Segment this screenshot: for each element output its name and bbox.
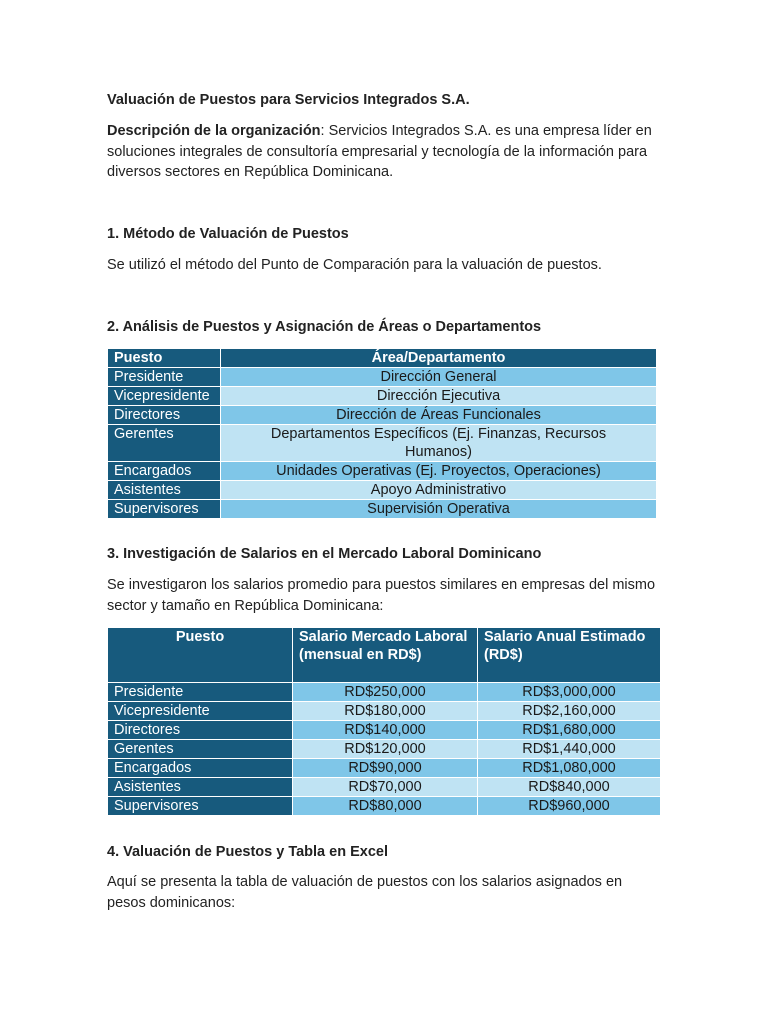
table-row [108, 702, 661, 721]
cell-area: Supervisión Operativa [221, 500, 657, 519]
cell-puesto: Supervisores [108, 500, 221, 519]
cell-annual: RD$1,080,000 [478, 759, 661, 778]
salaries-table [107, 627, 661, 816]
cell-puesto: Encargados [108, 759, 293, 778]
cell-area: Apoyo Administrativo [221, 481, 657, 500]
cell-area: Dirección de Áreas Funcionales [221, 406, 657, 425]
cell-puesto: Gerentes [108, 425, 221, 462]
table-row [108, 387, 657, 406]
table-row [108, 462, 657, 481]
document-title: Valuación de Puestos para Servicios Integrados S.A. [107, 92, 470, 108]
cell-puesto: Asistentes [108, 481, 221, 500]
cell-annual: RD$1,440,000 [478, 740, 661, 759]
cell-puesto: Directores [108, 406, 221, 425]
description-text: : Servicios Integrados S.A. es una empresa líder en soluciones integrales de consultoría empresarial y tecnología de la información para diversos sectores en República Dominicana. [107, 123, 652, 180]
cell-monthly: RD$90,000 [293, 759, 478, 778]
column-header-annual: Salario Anual Estimado (RD$) [478, 628, 661, 683]
table-row [108, 740, 661, 759]
table-row [108, 759, 661, 778]
cell-annual: RD$1,680,000 [478, 721, 661, 740]
table-row [108, 368, 657, 387]
cell-area: Dirección Ejecutiva [221, 387, 657, 406]
cell-area: Dirección General [221, 368, 657, 387]
section-4-text: Aquí se presenta la tabla de valuación de puestos con los salarios asignados en pesos dominicanos: [107, 874, 623, 911]
cell-puesto: Directores [108, 721, 293, 740]
cell-area: Departamentos Específicos (Ej. Finanzas, Recursos Humanos) [221, 425, 657, 462]
cell-monthly: RD$120,000 [293, 740, 478, 759]
cell-area: Unidades Operativas (Ej. Proyectos, Operaciones) [221, 462, 657, 481]
table-row [108, 721, 661, 740]
table-row [108, 481, 657, 500]
cell-annual: RD$960,000 [478, 797, 661, 816]
table-header-row [108, 349, 657, 368]
organization-description [107, 121, 662, 183]
table-header-row [108, 628, 661, 683]
cell-monthly: RD$180,000 [293, 702, 478, 721]
cell-monthly: RD$70,000 [293, 778, 478, 797]
cell-monthly: RD$250,000 [293, 683, 478, 702]
section-1-heading: 1. Método de Valuación de Puestos [107, 226, 349, 242]
section-4-heading: 4. Valuación de Puestos y Tabla en Excel [107, 844, 388, 860]
cell-monthly: RD$140,000 [293, 721, 478, 740]
cell-puesto: Vicepresidente [108, 387, 221, 406]
section-3-text: Se investigaron los salarios promedio para puestos similares en empresas del mismo sector y tamaño en República Dominicana: [107, 577, 656, 614]
cell-puesto: Asistentes [108, 778, 293, 797]
column-header-puesto: Puesto [108, 628, 293, 683]
description-label: Descripción de la organización [107, 123, 321, 139]
column-header-monthly: Salario Mercado Laboral (mensual en RD$) [293, 628, 478, 683]
cell-puesto: Presidente [108, 368, 221, 387]
table-row [108, 425, 657, 462]
column-header-area: Área/Departamento [221, 349, 657, 368]
table-row [108, 778, 661, 797]
table-row [108, 406, 657, 425]
cell-puesto: Gerentes [108, 740, 293, 759]
cell-puesto: Supervisores [108, 797, 293, 816]
cell-puesto: Presidente [108, 683, 293, 702]
cell-puesto: Encargados [108, 462, 221, 481]
table-row [108, 797, 661, 816]
cell-annual: RD$3,000,000 [478, 683, 661, 702]
section-2-heading: 2. Análisis de Puestos y Asignación de Áreas o Departamentos [107, 319, 542, 335]
table-row [108, 683, 661, 702]
cell-annual: RD$840,000 [478, 778, 661, 797]
section-3-heading: 3. Investigación de Salarios en el Mercado Laboral Dominicano [107, 546, 542, 562]
cell-puesto: Vicepresidente [108, 702, 293, 721]
cell-monthly: RD$80,000 [293, 797, 478, 816]
column-header-puesto: Puesto [108, 349, 221, 368]
section-1-text: Se utilizó el método del Punto de Comparación para la valuación de puestos. [107, 257, 602, 273]
areas-table [107, 348, 657, 519]
table-row [108, 500, 657, 519]
cell-annual: RD$2,160,000 [478, 702, 661, 721]
